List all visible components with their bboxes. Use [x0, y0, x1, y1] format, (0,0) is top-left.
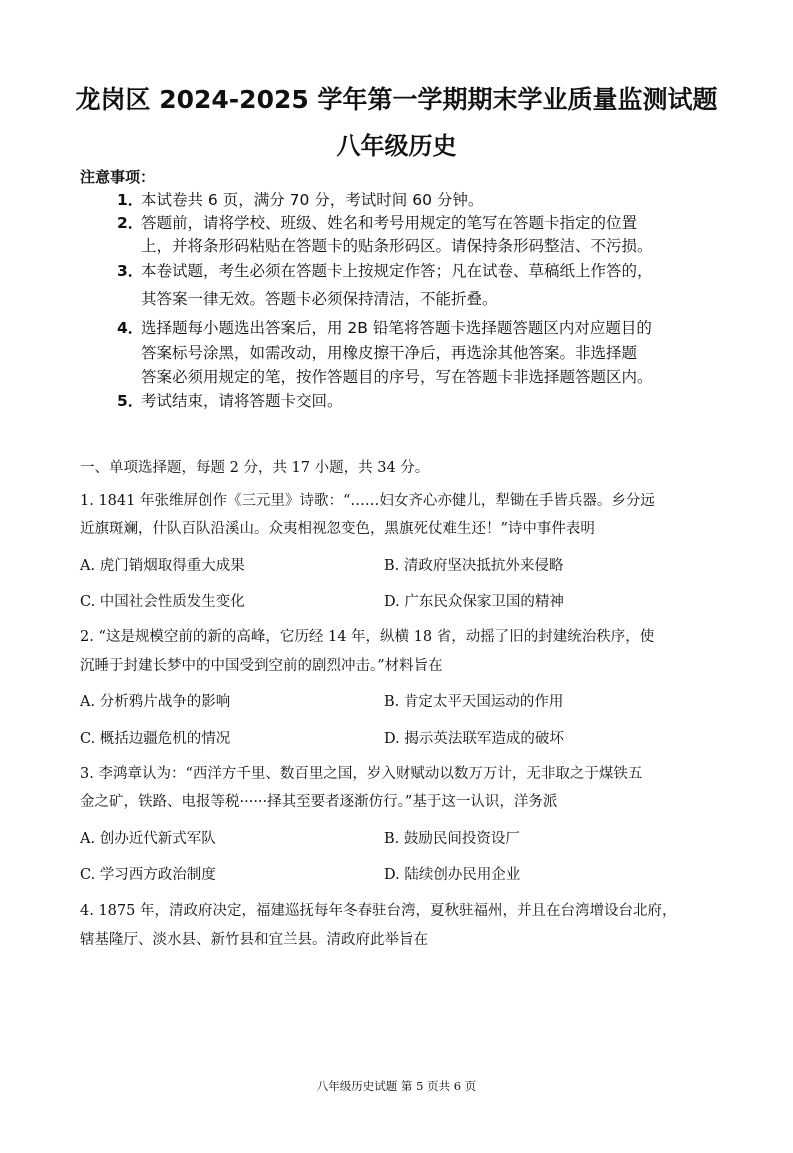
notice-item-text: 本卷试题，考生必须在答题卡上按规定作答；凡在试卷、草稿纸上作答的，	[141, 262, 653, 280]
notice-item-number: 3．	[117, 262, 144, 280]
notice-item-text: 考试结束，请将答题卡交回。	[141, 392, 343, 410]
question-stem: 1. 1841 年张维屏创作《三元里》诗歌：“……妇女齐心亦健儿，犁锄在手皆兵器。乡分远	[80, 493, 655, 509]
option-c: C. 概括边疆危机的情况	[80, 731, 231, 747]
notice-item-text: 答案必须用规定的笔，按作答题目的序号，写在答题卡非选择题答题区内。	[141, 368, 653, 386]
option-d: D. 揭示英法联军造成的破坏	[384, 731, 564, 747]
option-b: B. 鼓励民间投资设厂	[384, 831, 520, 847]
page-subtitle: 八年级历史	[336, 132, 457, 160]
option-b: B. 肯定太平天国运动的作用	[384, 694, 564, 710]
notice-item-text: 上，并将条形码粘贴在答题卡的贴条形码区。请保持条形码整洁、不污损。	[141, 237, 653, 255]
notice-item-number: 5．	[117, 392, 144, 410]
option-a: A. 分析鸦片战争的影响	[80, 694, 231, 710]
notice-item-text: 其答案一律无效。答题卡必须保持清洁，不能折叠。	[141, 290, 498, 308]
notice-item-text: 选择题每小题选出答案后，用 2B 铅笔将答题卡选择题答题区内对应题目的	[141, 319, 652, 337]
option-d: D. 陆续创办民用企业	[384, 867, 521, 883]
question-stem: 辖基隆厅、淡水县、新竹县和宜兰县。清政府此举旨在	[80, 932, 428, 948]
notice-item-number: 2．	[117, 214, 144, 232]
option-c: C. 学习西方政治制度	[80, 867, 216, 883]
option-d: D. 广东民众保家卫国的精神	[384, 594, 564, 610]
notice-item-number: 4．	[117, 319, 144, 337]
question-stem: 近旗斑斓，什队百队沿溪山。众夷相视忽变色，黑旗死仗难生还！”诗中事件表明	[80, 521, 595, 537]
notice-item-text: 答题前，请将学校、班级、姓名和考号用规定的笔写在答题卡指定的位置	[141, 214, 638, 232]
question-stem: 沉睡于封建长梦中的中国受到空前的剧烈冲击。”材料旨在	[80, 658, 443, 674]
notice-item-number: 1．	[117, 191, 144, 209]
section-heading: 一、单项选择题，每题 2 分，共 17 小题，共 34 分。	[80, 460, 430, 476]
option-b: B. 清政府坚决抵抗外来侵略	[384, 558, 564, 574]
notice-heading: 注意事项：	[80, 168, 156, 186]
notice-item-text: 本试卷共 6 页，满分 70 分，考试时间 60 分钟。	[141, 191, 484, 209]
question-stem: 金之矿，铁路、电报等税······择其至要者逐渐仿行。”基于这一认识，洋务派	[80, 794, 558, 810]
option-a: A. 虎门销烟取得重大成果	[80, 558, 245, 574]
question-stem: 4. 1875 年，清政府决定，福建巡抚每年冬春驻台湾，夏秋驻福州，并且在台湾增设台北府，	[80, 903, 677, 919]
page-title: 龙岗区 2024-2025 学年第一学期期末学业质量监测试题	[75, 85, 718, 114]
question-stem: 2. “这是规模空前的新的高峰，它历经 14 年，纵横 18 省，动摇了旧的封建统治秩序，使	[80, 629, 655, 645]
option-c: C. 中国社会性质发生变化	[80, 594, 245, 610]
page-footer: 八年级历史试题 第 5 页共 6 页	[316, 1079, 477, 1093]
option-a: A. 创办近代新式军队	[80, 831, 216, 847]
notice-item-text: 答案标号涂黑，如需改动，用橡皮擦干净后，再选涂其他答案。非选择题	[141, 344, 638, 362]
question-stem: 3. 李鸿章认为：“西洋方千里、数百里之国，岁入财赋动以数万万计，无非取之于煤铁五	[80, 766, 643, 782]
